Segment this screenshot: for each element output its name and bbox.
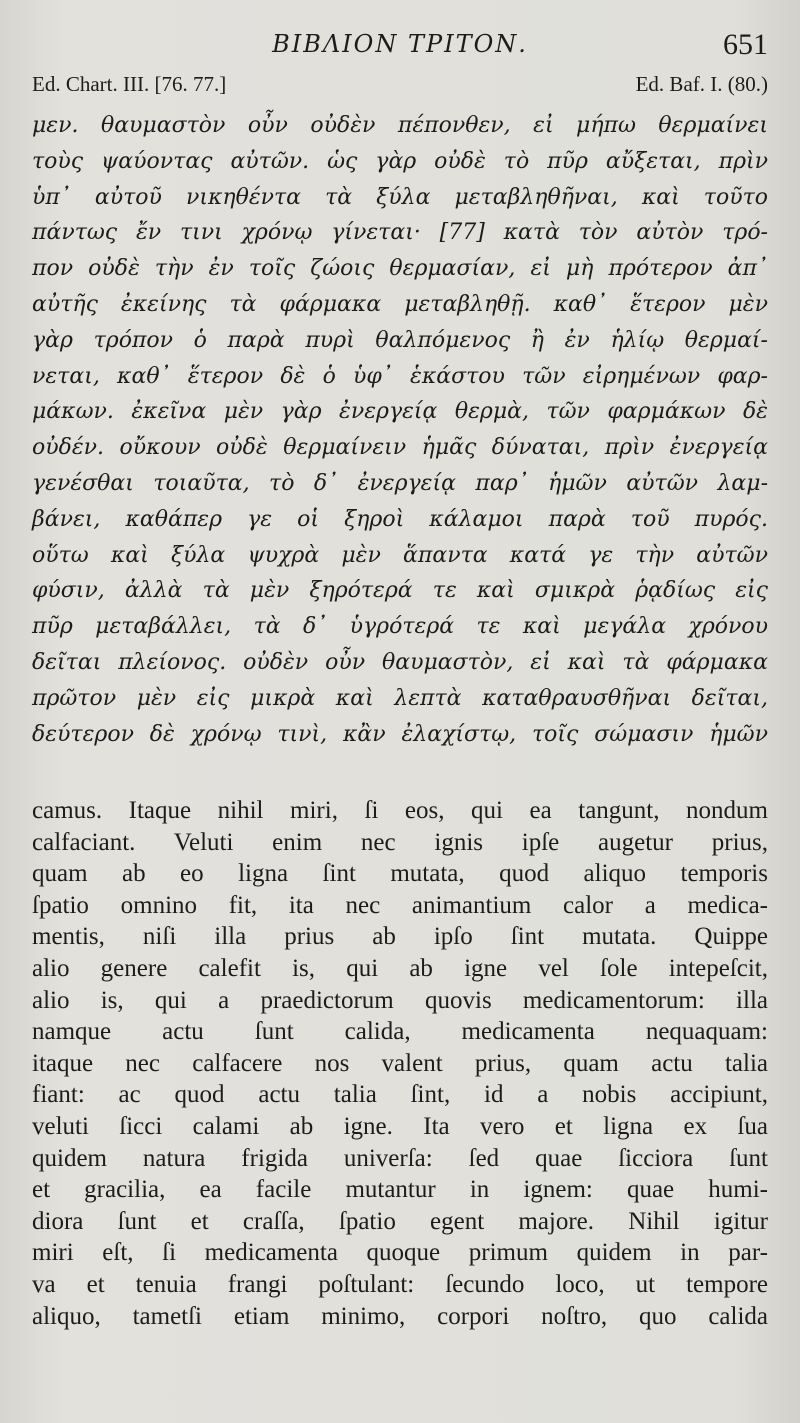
greek-text-line: τοὺς ψαύοντας αὐτῶν. ὡς γὰρ οὐδὲ τὸ πῦρ αὔξεται, πρὶν	[32, 148, 768, 174]
latin-text-line: diora ſunt et craſſa, ſpatio egent majore. Nihil igitur	[32, 1207, 768, 1235]
greek-text-line: γὰρ τρόπον ὁ παρὰ πυρὶ θαλπόμενος ἢ ἐν ἡλίῳ θερμαί-	[32, 327, 768, 353]
page-number: 651	[723, 28, 768, 61]
greek-text-line: φύσιν, ἀλλὰ τὰ μὲν ξηρότερά τε καὶ σμικρὰ ῥᾳδίως εἰς	[32, 578, 768, 604]
greek-text-line: οὐδέν. οὔκουν οὐδὲ θερμαίνειν ἡμᾶς δύναται, πρὶν ἐνεργείᾳ	[32, 435, 768, 461]
greek-text-line: πάντως ἔν τινι χρόνῳ γίνεται· [77] κατὰ τὸν αὐτὸν τρό-	[32, 220, 768, 246]
greek-text-line: γενέσθαι τοιαῦτα, τὸ δ᾽ ἐνεργείᾳ παρ᾽ ἡμῶν αὐτῶν λαμ-	[32, 470, 768, 496]
greek-text-line: μεν. θαυμαστὸν οὖν οὐδὲν πέπονθεν, εἰ μήπω θερμαίνει	[32, 113, 768, 138]
greek-text-line: πρῶτον μὲν εἰς μικρὰ καὶ λεπτὰ καταθραυσθῆναι δεῖται,	[32, 685, 768, 711]
greek-text-line: δεύτερον δὲ χρόνῳ τινὶ, κἂν ἐλαχίστῳ, τοῖς σώμασιν ἡμῶν	[32, 721, 768, 747]
greek-text-line: οὕτω καὶ ξύλα ψυχρὰ μὲν ἅπαντα κατά γε τὴν αὐτῶν	[32, 542, 768, 568]
edition-reference-basel: Ed. Baf. I. (80.)	[635, 72, 768, 96]
latin-text-block	[32, 795, 768, 1332]
latin-text-line: quam ab eo ligna ſint mutata, quod aliquo temporis	[32, 860, 768, 888]
latin-text-line: quidem natura frigida univerſa: ſed quae ſicciora ſunt	[32, 1144, 768, 1172]
greek-text-line: δεῖται πλείονος. οὐδὲν οὖν θαυμαστὸν, εἰ καὶ τὰ φάρμακα	[32, 649, 768, 675]
latin-text-line: aliquo, tametſi etiam minimo, corpori noſtro, quo calida	[32, 1302, 768, 1330]
latin-text-line: mentis, niſi illa prius ab ipſo ſint mutata. Quippe	[32, 923, 768, 951]
latin-text-line: fiant: ac quod actu talia ſint, id a nobis accipiunt,	[32, 1081, 768, 1109]
greek-text-line: βάνει, καθάπερ γε οἱ ξηροὶ κάλαμοι παρὰ τοῦ πυρός.	[32, 506, 768, 532]
latin-text-line: miri eſt, ſi medicamenta quoque primum quidem in par-	[32, 1239, 768, 1267]
latin-text-line: va et tenuia frangi poſtulant: ſecundo loco, ut tempore	[32, 1270, 768, 1298]
latin-text-line: veluti ſicci calami ab igne. Ita vero et ligna ex ſua	[32, 1112, 768, 1140]
edition-reference-chartier: Ed. Chart. III. [76. 77.]	[32, 72, 227, 96]
greek-text-line: ὑπ᾽ αὐτοῦ νικηθέντα τὰ ξύλα μεταβληθῆναι, καὶ τοῦτο	[32, 184, 768, 210]
latin-text-line: calfaciant. Veluti enim nec ignis ipſe augetur prius,	[32, 828, 768, 856]
greek-text-line: πον οὐδὲ τὴν ἐν τοῖς ζώοις θερμασίαν, εἰ μὴ πρότερον ἀπ᾽	[32, 256, 768, 282]
latin-text-line: alio genere calefit is, qui ab igne vel ſole intepeſcit,	[32, 954, 768, 982]
latin-text-line: et gracilia, ea facile mutantur in ignem: quae humi-	[32, 1176, 768, 1204]
greek-text-line: πῦρ μεταβάλλει, τὰ δ᾽ ὑγρότερά τε καὶ μεγάλα χρόνου	[32, 614, 768, 640]
latin-text-line: namque actu ſunt calida, medicamenta nequaquam:	[32, 1018, 768, 1046]
latin-text-line: itaque nec calfacere nos valent prius, quam actu talia	[32, 1049, 768, 1077]
greek-text-block	[32, 108, 768, 752]
greek-text-line: αὐτῆς ἐκείνης τὰ φάρμακα μεταβληθῇ. καθ᾽ ἕτερον μὲν	[32, 291, 768, 317]
latin-text-line: camus. Itaque nihil miri, ſi eos, qui ea tangunt, nondum	[32, 797, 768, 824]
greek-text-line: μάκων. ἐκεῖνα μὲν γὰρ ἐνεργείᾳ θερμὰ, τῶν φαρμάκων δὲ	[32, 399, 768, 425]
running-title: ΒΙΒΛΙΟΝ ΤΡΙΤΟΝ.	[272, 30, 528, 58]
latin-text-line: ſpatio omnino fit, ita nec animantium calor a medica-	[32, 891, 768, 919]
latin-text-line: alio is, qui a praedictorum quovis medicamentorum: illa	[32, 986, 768, 1014]
greek-text-line: νεται, καθ᾽ ἕτερον δὲ ὁ ὑφ᾽ ἑκάστου τῶν εἰρημένων φαρ-	[32, 363, 768, 389]
